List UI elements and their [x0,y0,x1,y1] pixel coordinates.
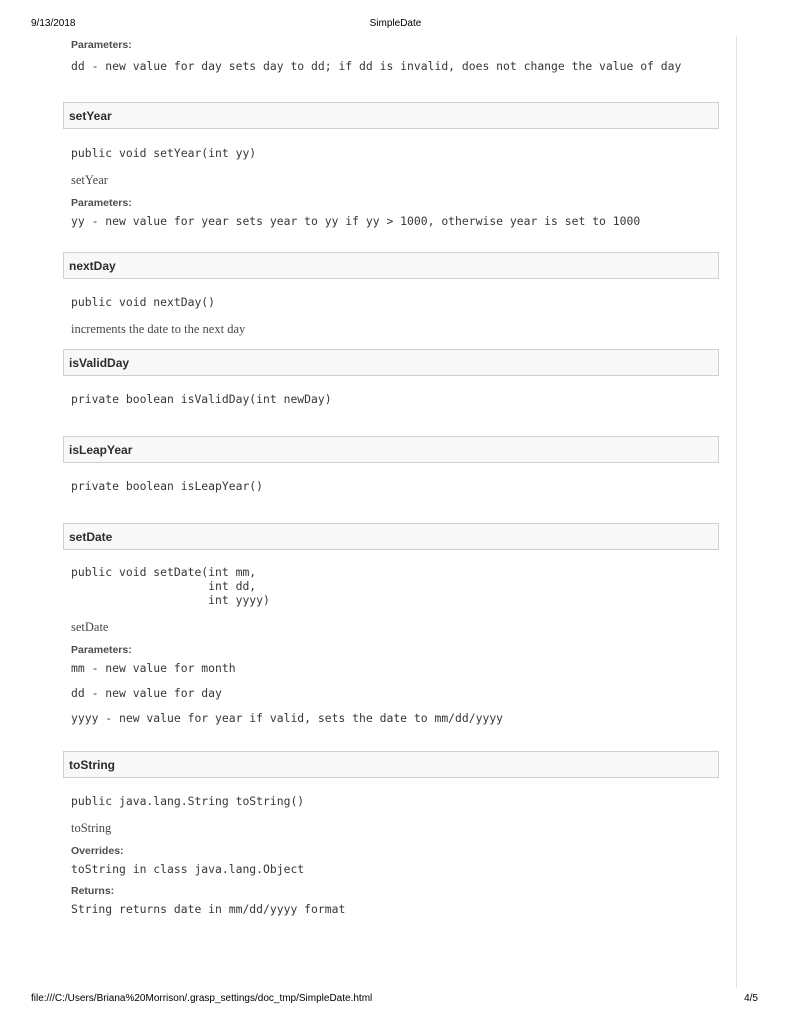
parameters-label: Parameters: [71,39,132,51]
param-yyyy: yyyy - new value for year if valid, sets the date to mm/dd/yyyy [71,711,504,725]
parameters-label: Parameters: [71,197,132,209]
print-file-path: file:///C:/Users/Briana%20Morrison/.grasp_settings/doc_tmp/SimpleDate.html [31,993,373,1004]
print-footer [0,993,791,1007]
method-signature-isleapyear: private boolean isLeapYear() [71,479,264,493]
method-heading-nextday: nextDay [63,252,719,279]
param-dd: dd - new value for day sets day to dd; if dd is invalid, does not change the value of day [71,59,682,73]
print-page-number: 4/5 [744,993,758,1004]
method-signature-tostring: public java.lang.String toString() [71,794,305,808]
method-signature-setdate-line1: public void setDate(int mm, [71,565,257,579]
method-signature-isvalidday: private boolean isValidDay(int newDay) [71,392,332,406]
print-date: 9/13/2018 [31,18,76,29]
overrides-label: Overrides: [71,845,124,857]
param-mm: mm - new value for month [71,661,236,675]
returns-label: Returns: [71,885,115,897]
page-right-border [736,36,737,988]
method-heading-tostring: toString [63,751,719,778]
method-details [63,36,719,916]
method-description-nextday: increments the date to the next day [71,322,246,336]
method-signature-setdate-line2: int dd, [71,579,257,593]
method-heading-setyear: setYear [63,102,719,129]
param-dd: dd - new value for day [71,686,222,700]
print-title: SimpleDate [369,18,422,29]
parameters-label: Parameters: [71,644,132,656]
print-header [0,18,791,32]
method-heading-setdate: setDate [63,523,719,550]
method-heading-isleapyear: isLeapYear [63,436,719,463]
param-yy: yy - new value for year sets year to yy if yy > 1000, otherwise year is set to 1000 [71,214,641,228]
overrides-value: toString in class java.lang.Object [71,862,305,876]
method-signature-setyear: public void setYear(int yy) [71,146,257,160]
method-heading-isvalidday: isValidDay [63,349,719,376]
method-description-setdate: setDate [71,620,109,634]
method-signature-nextday: public void nextDay() [71,295,216,309]
returns-value: String returns date in mm/dd/yyyy format [71,902,346,916]
method-signature-setdate-line3: int yyyy) [71,593,270,607]
method-description-setyear: setYear [71,173,108,187]
method-description-tostring: toString [71,821,112,835]
setday-tail [63,38,719,73]
